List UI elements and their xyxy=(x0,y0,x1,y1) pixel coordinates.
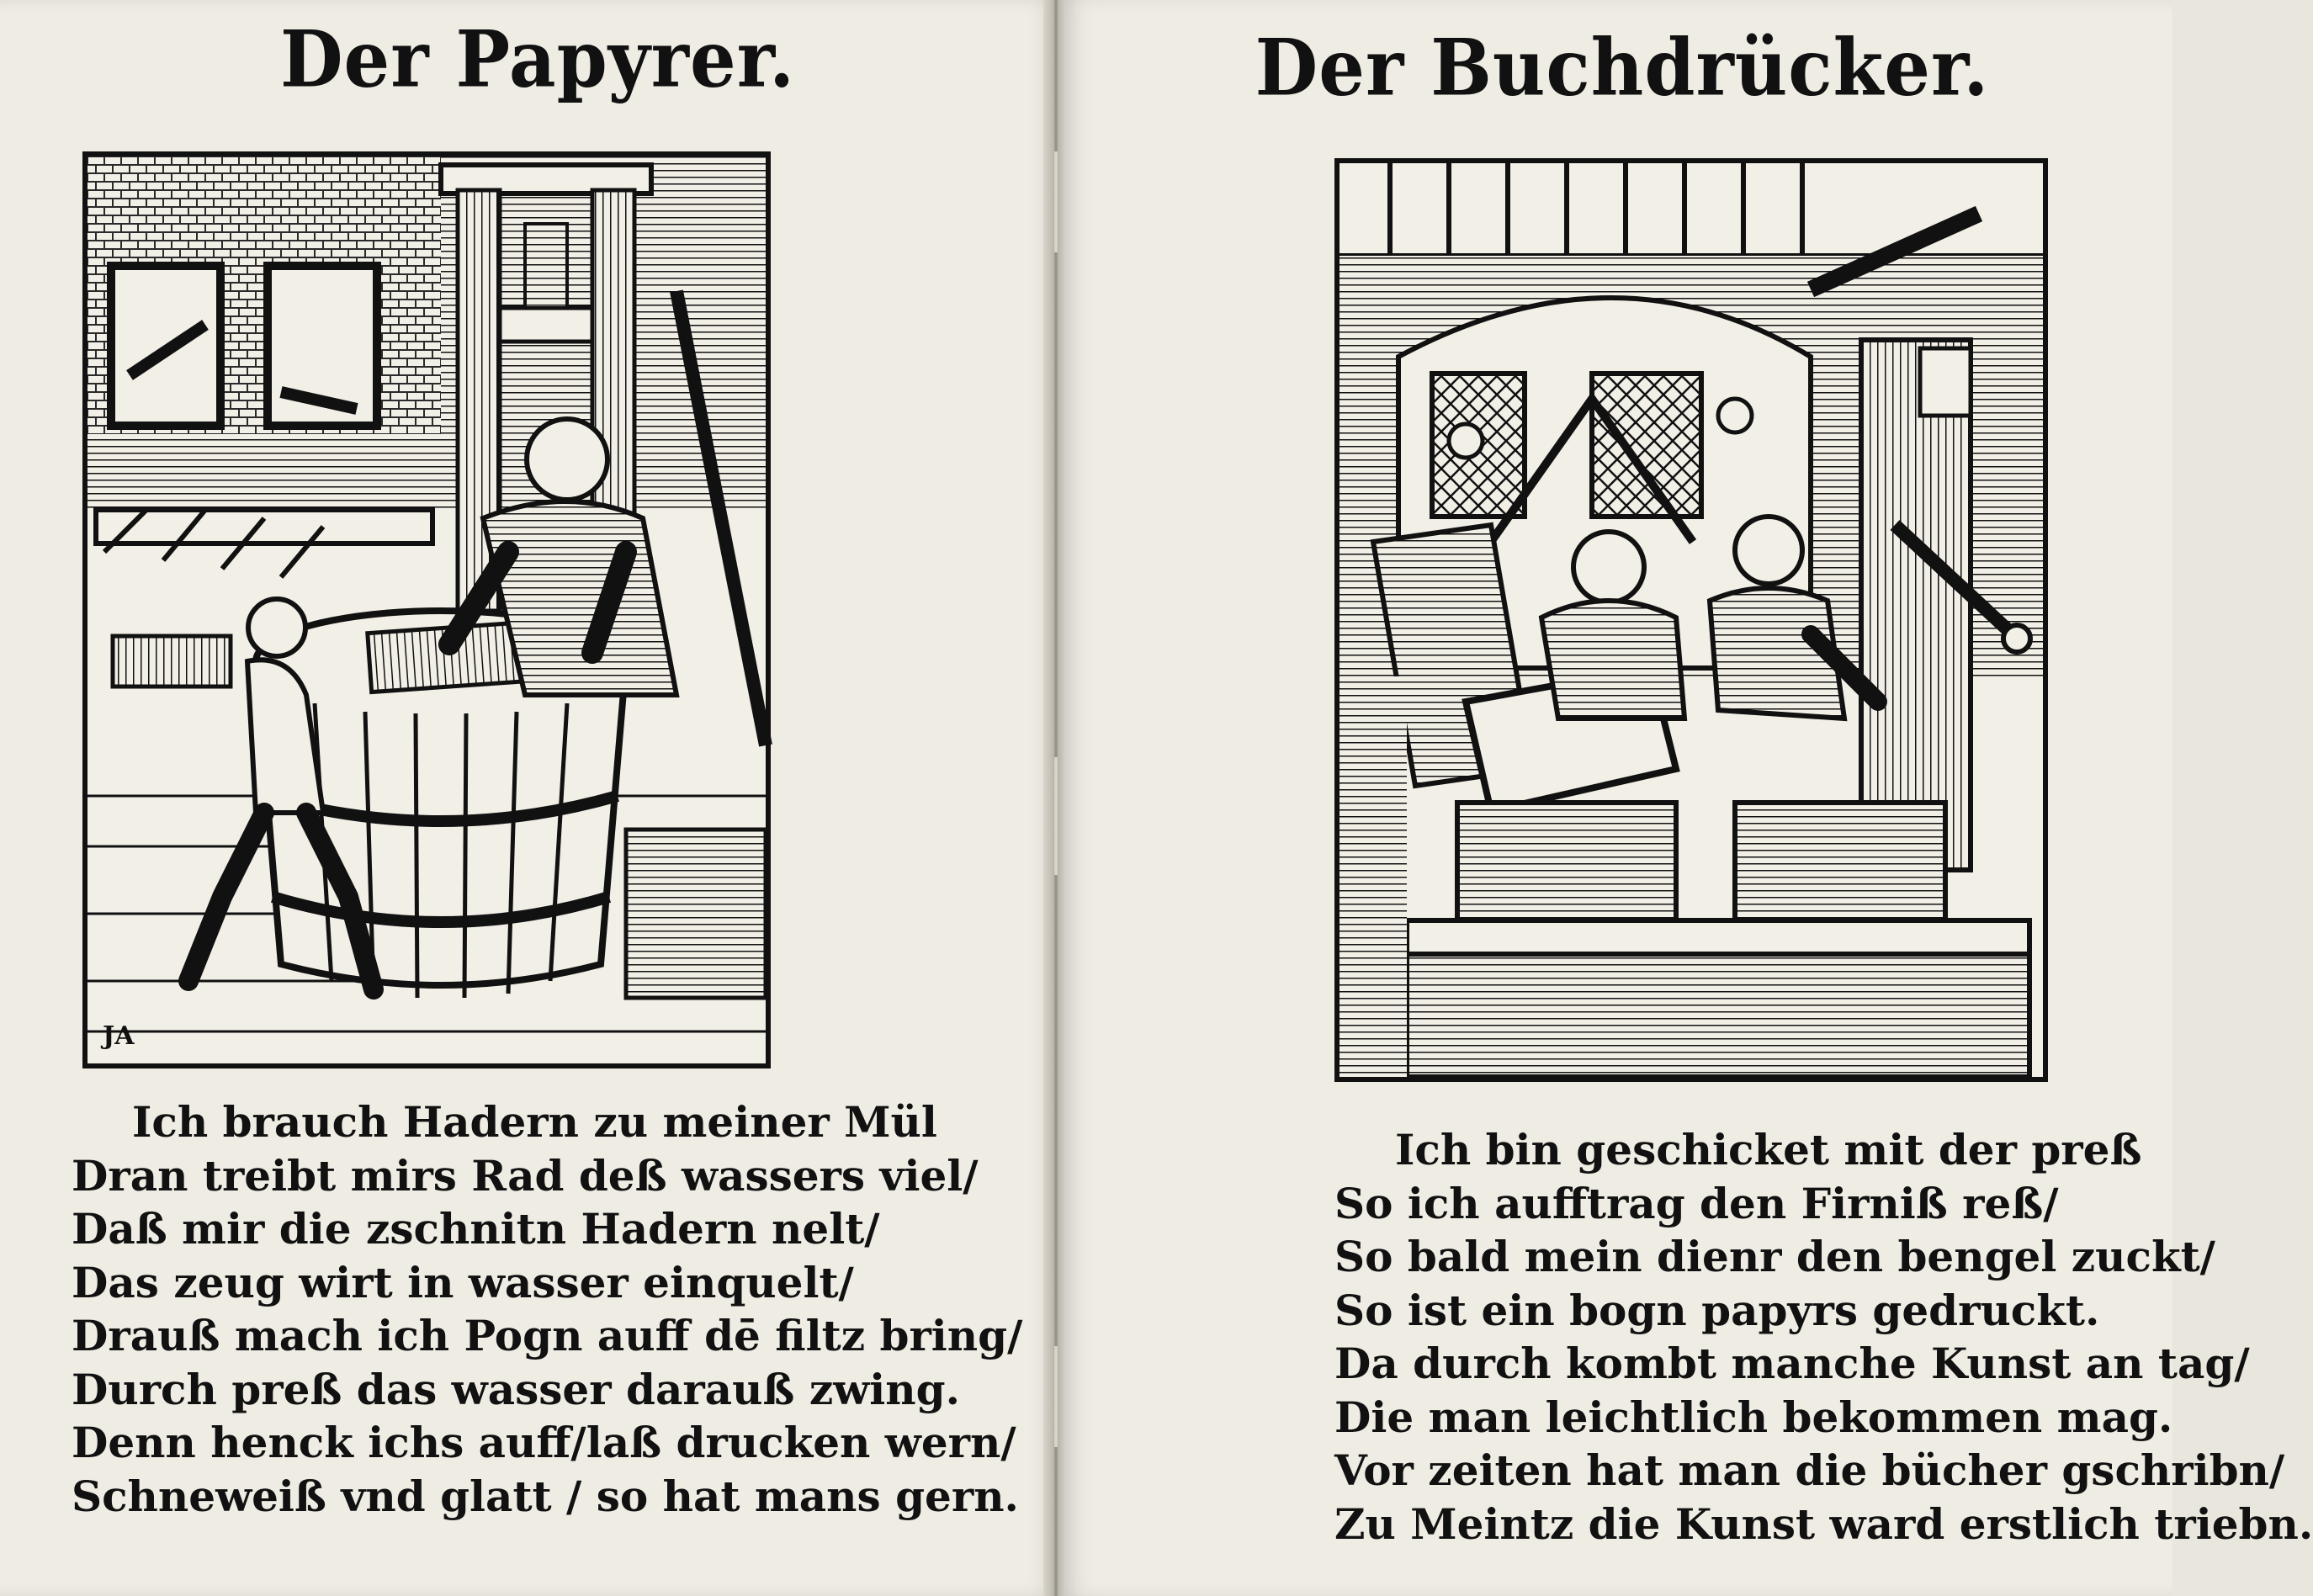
verse-line: Zu Meintz die Kunst ward erstlich triebn. xyxy=(1334,1498,2313,1549)
papermaker-woodcut xyxy=(82,151,771,1068)
printing-press-woodcut-drawing xyxy=(1340,163,2043,1077)
verse-line: Vor zeiten hat man die bücher gschribn/ xyxy=(1334,1445,2285,1495)
right-page xyxy=(1064,0,2313,1596)
verse-line: Da durch kombt manche Kunst an tag/ xyxy=(1334,1339,2250,1388)
verse-line: Ich bin geschicket mit der preß xyxy=(1395,1125,2142,1174)
monogram-label: JA xyxy=(103,1021,135,1051)
verse-line: Ich brauch Hadern zu meiner Mül xyxy=(132,1097,937,1147)
binding-stitch xyxy=(1054,757,1058,875)
verse-line: Schneweiß vnd glatt / so hat mans gern. xyxy=(72,1471,1019,1521)
verse-line: Durch preß das wasser darauß zwing. xyxy=(72,1364,960,1414)
left-page xyxy=(0,0,1058,1596)
verse-line: Denn henck ichs auff/laß drucken wern/ xyxy=(72,1418,1016,1467)
verse-line: Die man leichtlich bekommen mag. xyxy=(1334,1392,2173,1442)
verse-line: Dran treibt mirs Rad deß wassers viel/ xyxy=(72,1150,979,1201)
verse-line: So bald mein dienr den bengel zuckt/ xyxy=(1334,1232,2215,1281)
binding-stitch xyxy=(1054,151,1058,252)
left-page-title: Der Papyrer. xyxy=(279,13,796,106)
verse-line: Das zeug wirt in wasser einquelt/ xyxy=(72,1257,854,1307)
printing-press-woodcut xyxy=(1334,158,2048,1082)
papermaker-woodcut-drawing xyxy=(88,156,766,1063)
right-verse xyxy=(1334,1123,2313,1551)
right-page-title: Der Buchdrücker. xyxy=(1255,21,1990,114)
verse-line: Daß mir die zschnitn Hadern nelt/ xyxy=(72,1204,880,1254)
verse-line: Drauß mach ich Pogn auff dē filtz bring/ xyxy=(72,1311,1023,1360)
binding-stitch xyxy=(1054,1346,1058,1447)
left-verse xyxy=(72,1095,1022,1523)
verse-line: So ich aufftrag den Firniß reß/ xyxy=(1334,1178,2059,1228)
verse-line: So ist ein bogn papyrs gedruckt. xyxy=(1334,1285,2100,1335)
